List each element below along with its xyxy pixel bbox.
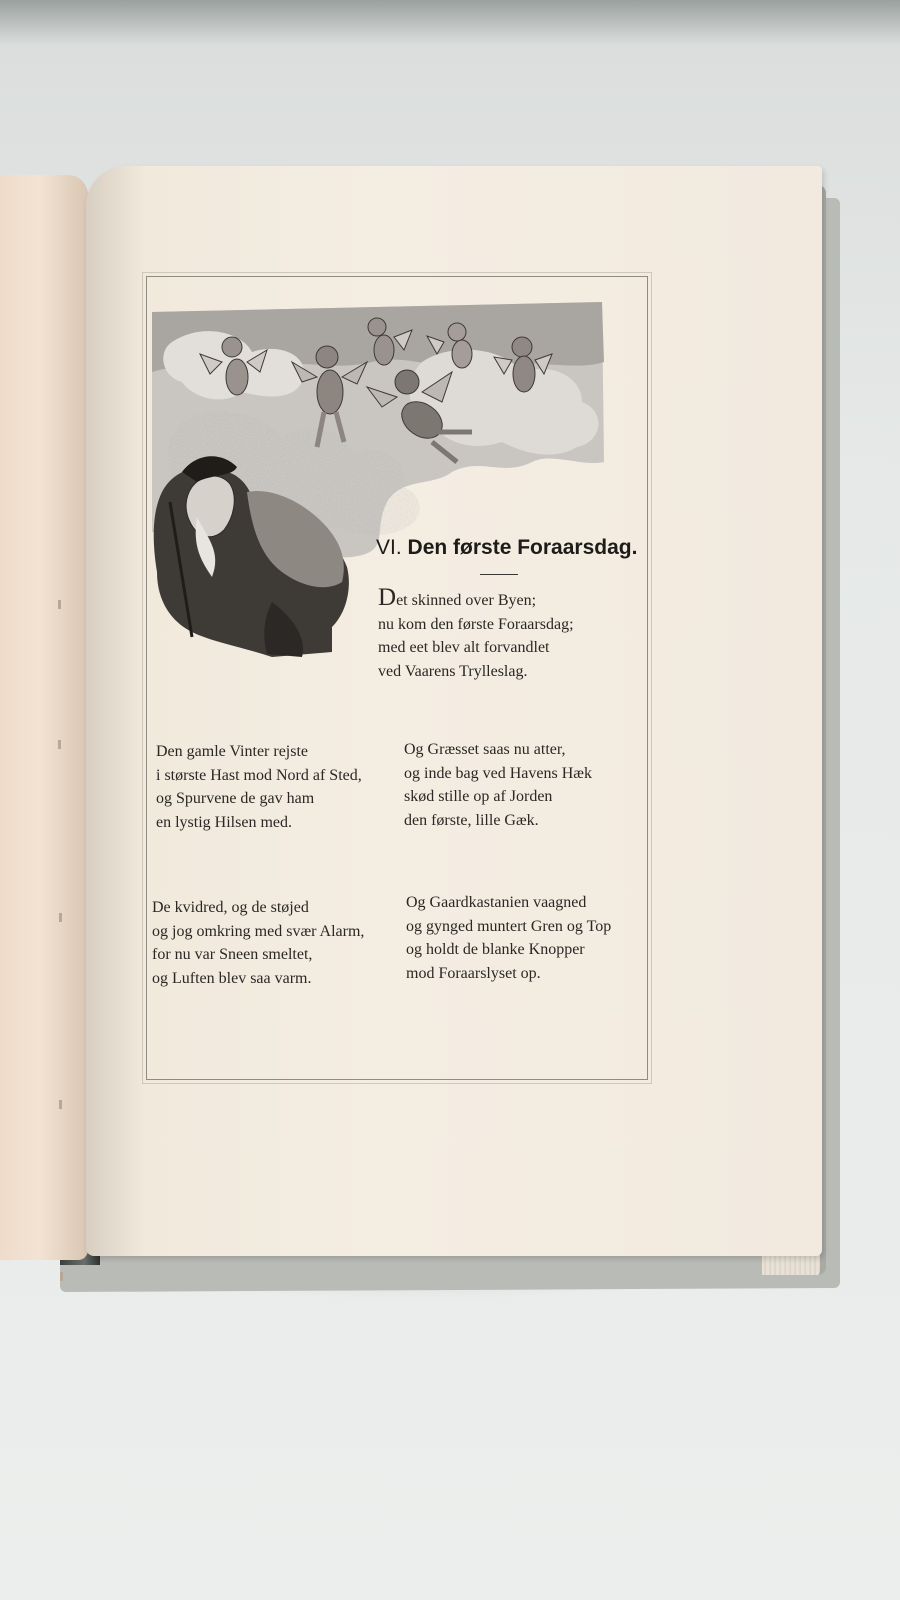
left-page [0,175,88,1260]
stanza-line: og inde bag ved Havens Hæk [404,764,592,782]
chapter-title-text: Den første Foraarsdag. [407,536,638,559]
title-divider [480,574,518,575]
chapter-title [376,536,636,560]
stanza-line: Og Gaardkastanien vaagned [406,894,587,911]
opening-stanza [378,584,574,683]
stanza-line: ved Vaarens Trylleslag. [378,662,528,680]
binding-stitch [59,1100,62,1109]
stanza-line: og Spurvene de gav ham [156,790,315,807]
stanza-line: den første, lille Gæk. [404,811,539,829]
stanza-line: De kvidred, og de støjed [152,899,309,916]
stanza-line: Og Græsset saas nu atter, [404,741,566,758]
stanza-line: Den gamle Vinter rejste [156,743,309,760]
stanza-left-1 [156,740,362,834]
drop-cap: D [378,584,397,611]
binding-stitch [58,740,61,749]
stanza-line: nu kom den første Foraarsdag; [378,615,574,633]
stanza-line: for nu var Sneen smeltet, [152,946,313,963]
stanza-right-1 [404,738,592,832]
stanza-line: og jog omkring med svær Alarm, [152,922,365,940]
stanza-line: og Luften blev saa varm. [152,969,312,987]
binding-stitch [60,1272,63,1281]
stanza-line: en lystig Hilsen med. [156,813,292,831]
stanza-line: Det skinned over Byen; [378,584,537,611]
stanza-left-2 [152,896,364,990]
wall-background [0,0,900,44]
chapter-numeral: VI. [376,536,402,559]
binding-stitch [58,600,61,609]
stanza-line: i største Hast mod Nord af Sted, [156,766,362,784]
stanza-right-2 [406,891,611,985]
stanza-line: mod Foraarslyset op. [406,964,541,982]
stanza-line: og gynged muntert Gren og Top [406,917,612,935]
stanza-line: skød stille op af Jorden [404,788,553,805]
stanza-line: og holdt de blanke Knopper [406,941,585,958]
binding-stitch [59,913,62,922]
stanza-line: med eet blev alt forvandlet [378,639,550,656]
